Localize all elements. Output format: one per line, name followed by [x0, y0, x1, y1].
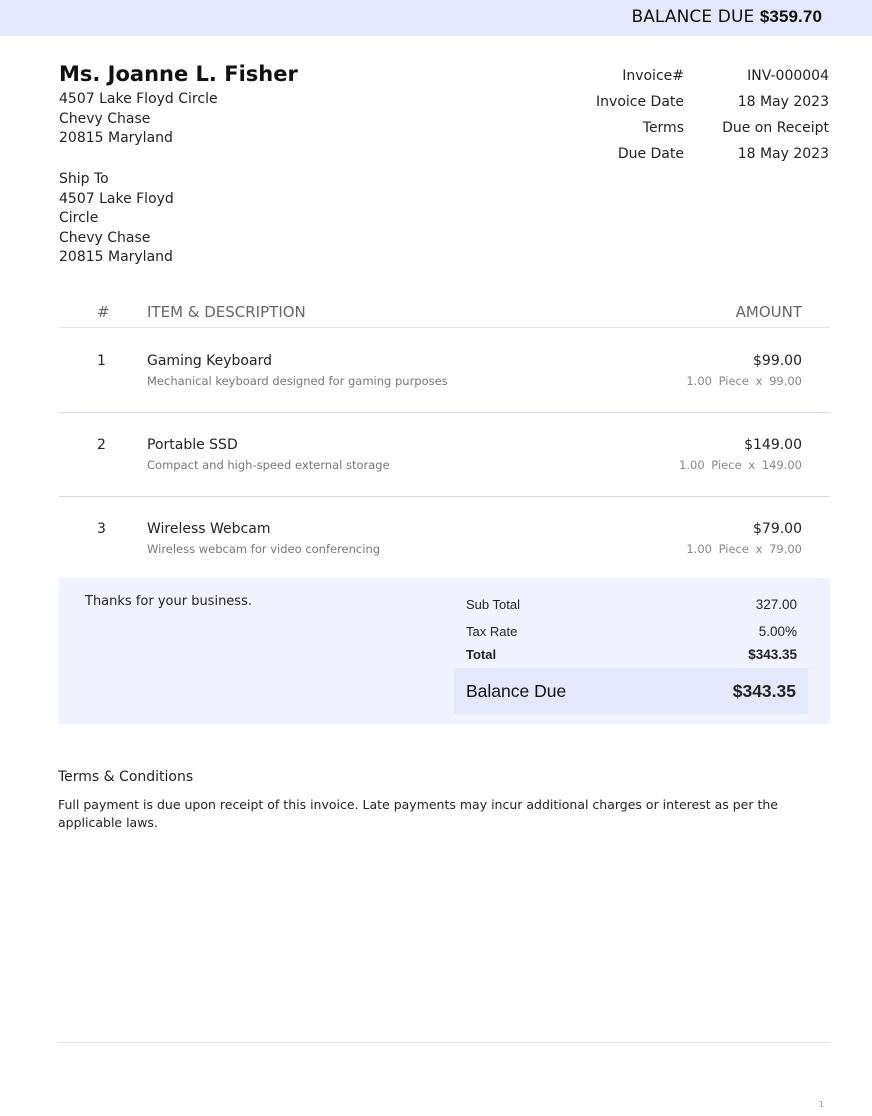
item-number: 1: [97, 353, 106, 369]
item-number: 3: [97, 521, 106, 537]
sub-total-value: 327.00: [755, 597, 797, 612]
totals-section: [59, 578, 830, 724]
terms-title: Terms & Conditions: [58, 769, 194, 785]
invoice-meta-labels: [596, 63, 684, 167]
invoice-date-value: 18 May 2023: [737, 94, 829, 110]
customer-address-line: 4507 Lake Floyd Circle: [59, 91, 218, 107]
due-date-label: Due Date: [617, 146, 684, 162]
terms-text: Full payment is due upon receipt of this invoice. Late payments may incur additional charges or interest as per the applicable laws.: [58, 797, 779, 830]
invoice-date-label: Invoice Date: [596, 94, 684, 110]
table-row: [59, 497, 830, 581]
sub-total-label: Sub Total: [466, 597, 520, 612]
ship-to-line: Circle: [59, 210, 99, 226]
item-quantity-line: 1.00 Piece x 99.00: [686, 374, 802, 388]
column-header-description: ITEM & DESCRIPTION: [147, 303, 306, 321]
terms-value: Due on Receipt: [722, 120, 829, 136]
customer-address-line: Chevy Chase: [59, 110, 151, 127]
balance-due-bar: [0, 0, 872, 36]
item-amount: $79.00: [753, 521, 802, 537]
item-name: Wireless Webcam: [147, 521, 271, 537]
item-amount: $149.00: [744, 437, 802, 453]
top-balance-due-label: BALANCE DUE: [631, 7, 755, 27]
item-name: Portable SSD: [147, 437, 238, 453]
table-row: [59, 329, 830, 413]
item-name: Gaming Keyboard: [147, 353, 272, 369]
tax-rate-label: Tax Rate: [466, 624, 518, 639]
item-quantity-line: 1.00 Piece x 149.00: [679, 458, 802, 472]
due-date-value: 18 May 2023: [737, 146, 829, 162]
terms-label: Terms: [642, 120, 684, 136]
item-number: 2: [97, 437, 106, 453]
total-value: $343.35: [748, 647, 797, 662]
item-description: Compact and high-speed external storage: [147, 458, 390, 472]
tax-rate-value: 5.00%: [758, 624, 797, 639]
invoice-number-value: INV-000004: [747, 68, 829, 84]
customer-name: Ms. Joanne L. Fisher: [59, 62, 298, 86]
customer-address-line: 20815 Maryland: [59, 130, 173, 146]
table-row: [59, 413, 830, 497]
balance-due-box: [454, 668, 808, 714]
balance-due-label: Balance Due: [466, 681, 567, 701]
item-description: Mechanical keyboard designed for gaming purposes: [147, 374, 448, 388]
column-header-amount: AMOUNT: [735, 303, 802, 321]
ship-to-label: Ship To: [59, 171, 109, 187]
total-label: Total: [466, 647, 497, 662]
ship-to-line: Chevy Chase: [59, 229, 151, 246]
items-table-header: [59, 300, 830, 328]
top-balance-due-value: $359.70: [759, 7, 822, 26]
column-header-number: #: [97, 303, 110, 321]
ship-to-block: [59, 170, 174, 268]
customer-address: [59, 90, 218, 149]
item-description: Wireless webcam for video conferencing: [147, 542, 381, 556]
page-number: 1: [818, 1100, 824, 1109]
item-quantity-line: 1.00 Piece x 79.00: [686, 542, 802, 556]
invoice-meta-values: [722, 63, 829, 167]
ship-to-line: 4507 Lake Floyd: [59, 190, 174, 207]
item-amount: $99.00: [753, 353, 802, 369]
invoice-number-label: Invoice#: [622, 68, 684, 84]
thanks-note: Thanks for your business.: [85, 594, 252, 609]
ship-to-line: 20815 Maryland: [59, 249, 173, 265]
balance-due-value: $343.35: [732, 681, 796, 701]
footer-divider: [58, 1042, 830, 1043]
top-balance-due: [631, 7, 822, 27]
